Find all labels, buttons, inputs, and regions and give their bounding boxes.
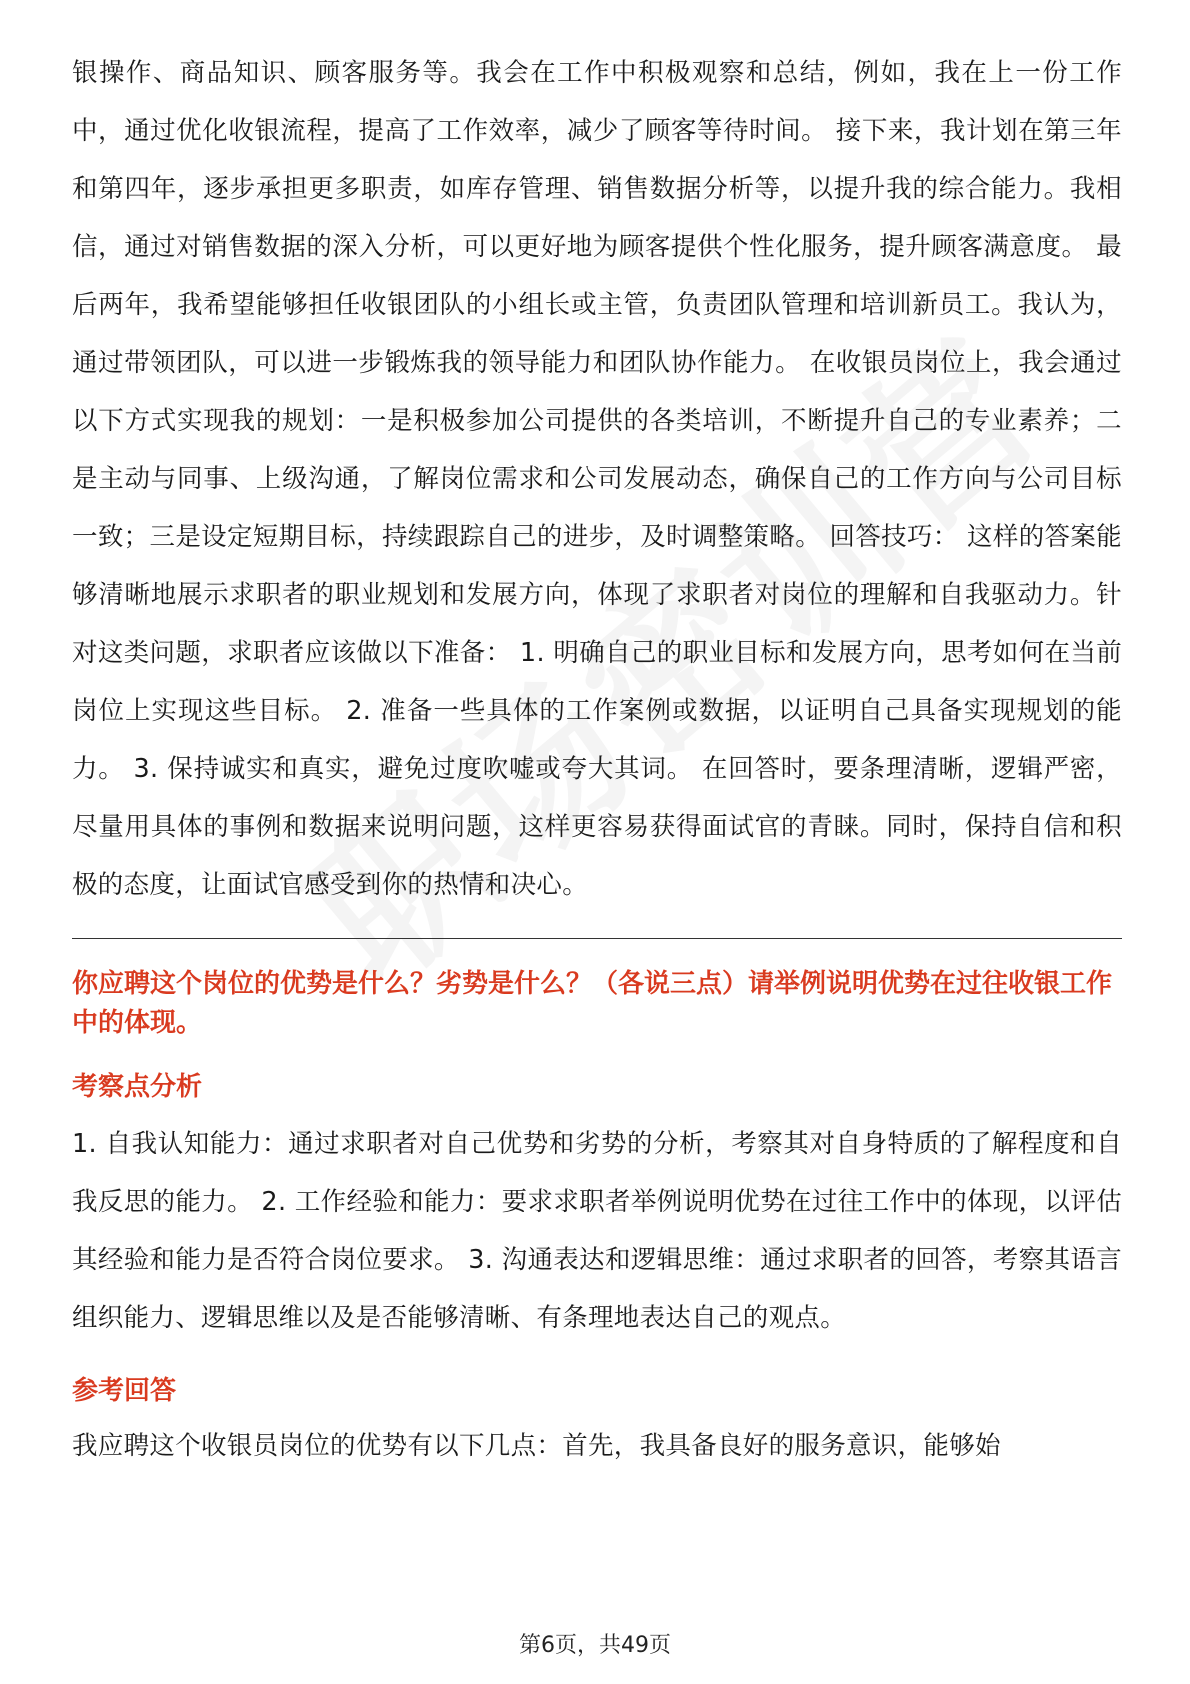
document-page	[72, 44, 1122, 1475]
answer-title: 参考回答	[72, 1376, 177, 1406]
page-number: 第6页，共49页	[519, 1633, 671, 1658]
question-heading: 你应聘这个岗位的优势是什么？劣势是什么？（各说三点）请举例说明优势在过往收银工作中的体现。	[72, 969, 1113, 1038]
section-divider	[72, 938, 1122, 939]
answer-paragraph: 我应聘这个收银员岗位的优势有以下几点：首先，我具备良好的服务意识，能够始	[72, 1431, 1001, 1461]
analysis-paragraph: 1. 自我认知能力：通过求职者对自己优势和劣势的分析，考察其对自身特质的了解程度和自我反思的能力。 2. 工作经验和能力：要求求职者举例说明优势在过往工作中的体现，以评估其经验和能力是否符合岗位要求。 3. 沟通表达和逻辑思维：通过求职者的回答，考察其语言组织能力、逻辑思维以及是否能够清晰、有条理地表达自己的观点。	[72, 1129, 1122, 1333]
intro-paragraph: 银操作、商品知识、顾客服务等。我会在工作中积极观察和总结，例如，我在上一份工作中，通过优化收银流程，提高了工作效率，减少了顾客等待时间。 接下来，我计划在第三年和第四年，逐步承担更多职责，如库存管理、销售数据分析等，以提升我的综合能力。我相信，通过对销售数据的深入分析，可以更好地为顾客提供个性化服务，提升顾客满意度。 最后两年，我希望能够担任收银团队的小组长或主管，负责团队管理和培训新员工。我认为，通过带领团队，可以进一步锻炼我的领导能力和团队协作能力。 在收银员岗位上，我会通过以下方式实现我的规划：一是积极参加公司提供的各类培训，不断提升自己的专业素养；二是主动与同事、上级沟通，了解岗位需求和公司发展动态，确保自己的工作方向与公司目标一致；三是设定短期目标，持续跟踪自己的进步，及时调整策略。 回答技巧： 这样的答案能够清晰地展示求职者的职业规划和发展方向，体现了求职者对岗位的理解和自我驱动力。针对这类问题，求职者应该做以下准备： 1. 明确自己的职业目标和发展方向，思考如何在当前岗位上实现这些目标。 2. 准备一些具体的工作案例或数据，以证明自己具备实现规划的能力。 3. 保持诚实和真实，避免过度吹嘘或夸大其词。 在回答时，要条理清晰，逻辑严密，尽量用具体的事例和数据来说明问题，这样更容易获得面试官的青睐。同时，保持自信和积极的态度，让面试官感受到你的热情和决心。	[72, 58, 1122, 900]
analysis-title: 考察点分析	[72, 1072, 203, 1102]
